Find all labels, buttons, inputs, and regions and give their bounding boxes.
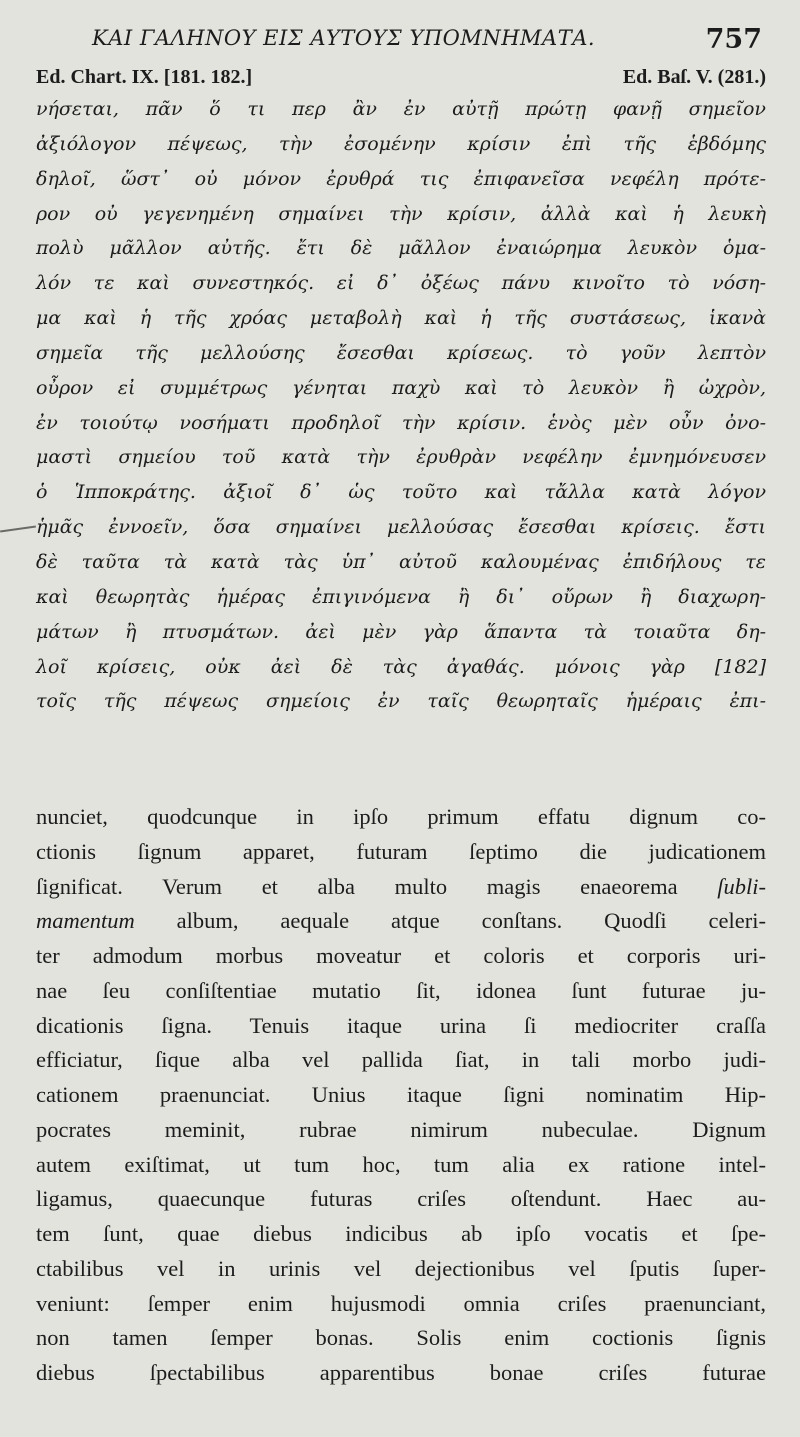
latin-line: pocrates meminit, rubrae nimirum nubeculae. Dignum — [36, 1116, 766, 1142]
latin-line: non tamen ſemper bonas. Solis enim coctionis ſignis — [36, 1325, 766, 1351]
greek-line: δηλοῖ, ὥστ᾿ οὐ μόνον ἐρυθρά τις ἐπιφανεῖσα νεφέλη πρότε- — [36, 167, 766, 190]
latin-text-block — [36, 800, 766, 1391]
greek-line: μα καὶ ἡ τῆς χρόας μεταβολὴ καὶ ἡ τῆς συστάσεως, ἱκανὰ — [36, 307, 766, 330]
greek-line: πολὺ μᾶλλον αὐτῆς. ἔτι δὲ μᾶλλον ἐναιώρημα λευκὸν ὁμα- — [36, 237, 766, 260]
latin-line: cationem praenunciat. Unius itaque ſigni nominatim Hip- — [36, 1082, 766, 1107]
latin-line: efficiatur, ſique alba vel pallida ſiat, in tali morbo judi- — [36, 1047, 766, 1073]
latin-line: ligamus, quaecunque futuras criſes oſtendunt. Haec au- — [36, 1186, 766, 1212]
latin-line: diebus ſpectabilibus apparentibus bonae criſes futurae — [36, 1360, 766, 1385]
edition-reference-line — [36, 66, 766, 92]
greek-line: ἡμᾶς ἐννοεῖν, ὅσα σημαίνει μελλούσας ἔσεσθαι κρίσεις. ἔστι — [36, 516, 766, 539]
margin-pen-stroke — [0, 526, 36, 533]
greek-line: ἀξιόλογον πέψεως, τὴν ἐσομένην κρίσιν ἐπὶ τῆς ἑβδόμης — [36, 132, 766, 155]
greek-line: ἐν τοιούτῳ νοσήματι προδηλοῖ τὴν κρίσιν. ἑνὸς μὲν οὖν ὀνο- — [36, 411, 766, 434]
edition-reference-basel: Ed. Baſ. V. (281.) — [622, 66, 766, 88]
greek-line: ὁ Ἱπποκράτης. ἀξιοῖ δ᾿ ὡς τοῦτο καὶ τἄλλα κατὰ λόγον — [36, 481, 766, 504]
greek-line: μάτων ἢ πτυσμάτων. ἀεὶ μὲν γὰρ ἅπαντα τὰ τοιαῦτα δη- — [36, 620, 766, 643]
latin-line: dicationis ſigna. Tenuis itaque urina ſi mediocriter craſſa — [36, 1012, 766, 1038]
running-title: ΚΑΙ ΓΑΛΗΝΟΥ ΕΙΣ ΑΥΤΟΥΣ ΥΠΟΜΝΗΜΑΤΑ. — [92, 26, 596, 50]
page-number: 757 — [705, 24, 762, 55]
latin-line: ctabilibus vel in urinis vel dejectionibus vel ſputis ſuper- — [36, 1255, 766, 1281]
latin-line: ſignificat. Verum et alba multo magis enaeorema ſubli- — [36, 873, 766, 899]
latin-line: nae ſeu conſiſtentiae mutatio ſit, idonea ſunt futurae ju- — [36, 977, 766, 1003]
greek-line: λοῖ κρίσεις, οὐκ ἀεὶ δὲ τὰς ἀγαθάς. μόνοις γὰρ [182] — [36, 655, 766, 678]
latin-line: ter admodum morbus moveatur et coloris et corporis uri- — [36, 943, 766, 968]
latin-line: autem exiſtimat, ut tum hoc, tum alia ex ratione intel- — [36, 1151, 766, 1177]
latin-line: ctionis ſignum apparet, futuram ſeptimo die judicationem — [36, 838, 766, 864]
latin-line: mamentum album, aequale atque conſtans. Quodſi celeri- — [36, 908, 766, 934]
greek-line: νήσεται, πᾶν ὅ τι περ ἂν ἐν αὐτῇ πρώτῃ φανῇ σημεῖον — [36, 98, 766, 120]
greek-line: σημεῖα τῆς μελλούσης ἔσεσθαι κρίσεως. τὸ γοῦν λεπτὸν — [36, 341, 766, 364]
greek-line: λόν τε καὶ συνεστηκός. εἰ δ᾿ ὀξέως πάνυ κινοῖτο τὸ νόση- — [36, 272, 766, 295]
greek-line: καὶ θεωρητὰς ἡμέρας ἐπιγινόμενα ἢ δι᾿ οὔρων ἢ διαχωρη- — [36, 585, 766, 608]
greek-line: τοῖς τῆς πέψεως σημείοις ἐν ταῖς θεωρηταῖς ἡμέραις ἐπι- — [36, 690, 766, 713]
greek-line: δὲ ταῦτα τὰ κατὰ τὰς ὑπ᾿ αὐτοῦ καλουμένας ἐπιδήλους τε — [36, 550, 766, 573]
emphasised-word: ſubli- — [717, 873, 766, 899]
greek-text-block — [36, 92, 766, 719]
latin-line: nunciet, quodcunque in ipſo primum effatu dignum co- — [36, 804, 766, 829]
running-head — [0, 22, 800, 62]
emphasised-word: mamentum — [36, 908, 135, 934]
greek-line: μαστὶ σημείου τοῦ κατὰ τὴν ἐρυθρὰν νεφέλην ἐμνημόνευσεν — [36, 446, 766, 469]
edition-reference-chartier: Ed. Chart. IX. [181. 182.] — [36, 66, 253, 88]
greek-line: ρον οὐ γεγενημένη σημαίνει τὴν κρίσιν, ἀλλὰ καὶ ἡ λευκὴ — [36, 202, 766, 225]
latin-line: veniunt: ſemper enim hujusmodi omnia criſes praenunciant, — [36, 1290, 766, 1316]
latin-line: tem ſunt, quae diebus indicibus ab ipſo vocatis et ſpe- — [36, 1221, 766, 1246]
greek-line: οὖρον εἰ συμμέτρως γένηται παχὺ καὶ τὸ λευκὸν ἢ ὠχρὸν, — [36, 376, 766, 399]
